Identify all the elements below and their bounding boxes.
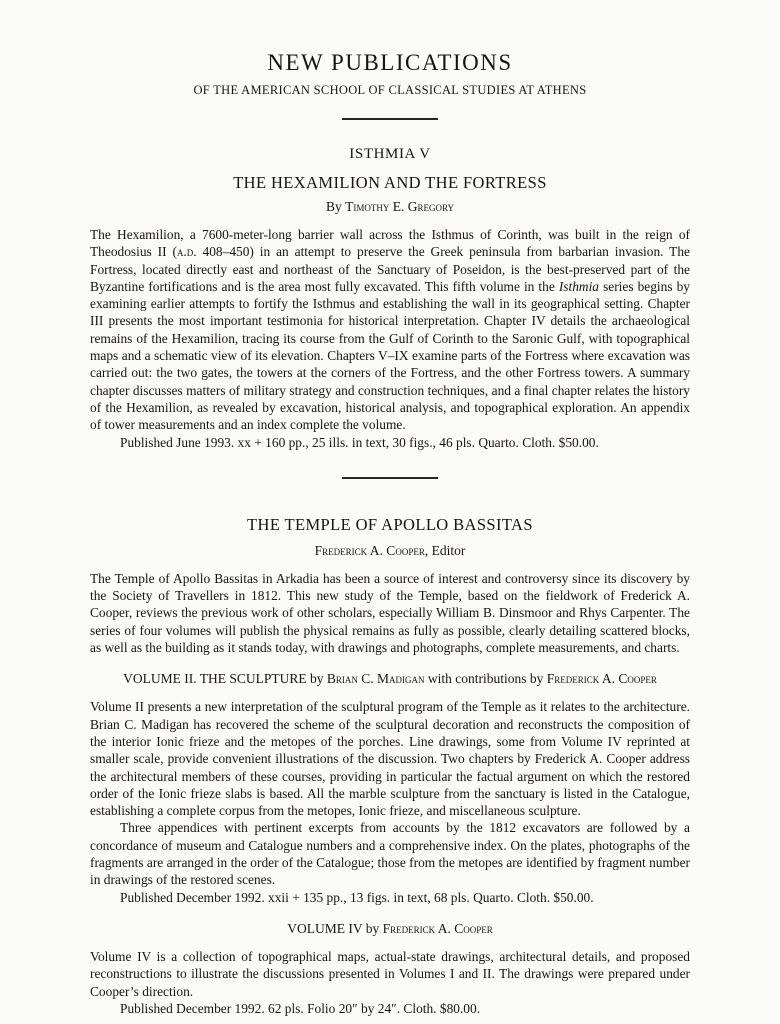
volume2-paragraph-1: Volume II presents a new interpretation of the sculptural program of the Temple as it relates to the architecture. Brian C. Madigan has recovered the scheme of the sculptural decoration and reconstructs the composition of the interior Ionic frieze and the metopes of the porches. Line drawings, some from Volume IV reprinted at smaller scale, provide convenient illustrations of the discussion. Two chapters by Frederick A. Cooper address the architectural members of these courses, providing in particular the factual argument on which the restored order of the Ionic frieze slabs is based. All the marble sculpture from the sanctuary is listed in the Catalogue, establishing a complete corpus from the metopes, Ionic frieze, and miscellaneous sculpture.: [90, 699, 690, 819]
section-divider-rule: [342, 118, 438, 120]
bassitas-book-title: THE TEMPLE OF APOLLO BASSITAS: [247, 514, 533, 534]
volume4-publication-line: Published December 1992. 62 pls. Folio 20″ by 24″. Cloth. $80.00.: [120, 1000, 481, 1016]
section-divider-rule: [342, 477, 438, 479]
page-content: [90, 0, 690, 1017]
isthmia-publication-line: Published June 1993. xx + 160 pp., 25 ills. in text, 30 figs., 46 pls. Quarto. Cloth. $50.00.: [120, 434, 599, 450]
bassitas-editor-line: Frederick A. Cooper, Editor: [314, 542, 466, 558]
volume2-heading: VOLUME II. THE SCULPTURE by Brian C. Madigan with contributions by Frederick A. Cooper: [123, 671, 657, 687]
isthmia-byline: By Timothy E. Gregory: [325, 199, 454, 214]
isthmia-book-title: THE HEXAMILION AND THE FORTRESS: [233, 173, 547, 192]
isthmia-description-paragraph: The Hexamilion, a 7600-meter-long barrier wall across the Isthmus of Corinth, was built in the reign of Theodosius II (a.d. 408–450) in an attempt to preserve the Greek peninsula from barbarian invasion. The Fortress, located directly east and northeast of the Sanctuary of Poseidon, is the best-preserved part of the Byzantine fortifications and is the area most fully excavated. This fifth volume in the Isthmia series begins by examining earlier attempts to fortify the Isthmus and establishing the wall in its geographical setting. Chapter III presents the most important testimonia for historical interpretation. Chapter IV details the archaeological remains of the Hexamilion, tracing its course from the Gulf of Corinth to the Saronic Gulf, with topographical maps and a schematic view of its elevation. Chapters V–IX examine parts of the Fortress where excavation was carried out: the two gates, the towers at the corners of the Fortress, and the other Fortress towers. A summary chapter discusses matters of military strategy and construction techniques, and a final chapter relates the history of the Hexamilion, as revealed by excavation, historical analysis, and topographical exploration. An appendix of tower measurements and an index complete the volume.: [90, 227, 691, 433]
isthmia-series-title: ISTHMIA V: [349, 146, 431, 162]
volume2-publication-line: Published December 1992. xxii + 135 pp., 13 figs. in text, 68 pls. Quarto. Cloth. $50.00.: [120, 889, 594, 905]
volume4-paragraph: Volume IV is a collection of topographical maps, actual-state drawings, architectural details, and proposed reconstructions to illustrate the discussions presented in Volumes I and II. The drawings were prepared under Cooper’s direction.: [90, 948, 690, 999]
bassitas-intro-paragraph: The Temple of Apollo Bassitas in Arkadia has been a source of interest and controversy since its discovery by the Society of Travellers in 1812. This new study of the Temple, based on the fieldwork of Frederick A. Cooper, reviews the previous work of other scholars, especially William B. Dinsmoor and Rhys Carpenter. The series of four volumes will publish the physical remains as fully as possible, clearly detailing scattered blocks, as well as the building as it stands today, with drawings and photographs, complete measurements, and charts.: [90, 570, 690, 656]
masthead-title: NEW PUBLICATIONS: [267, 50, 513, 75]
volume4-heading: VOLUME IV by Frederick A. Cooper: [287, 920, 493, 936]
masthead-subtitle: OF THE AMERICAN SCHOOL OF CLASSICAL STUDIES AT ATHENS: [193, 83, 587, 97]
volume2-paragraph-2: Three appendices with pertinent excerpts from accounts by the 1812 excavators are followed by a concordance of museum and Catalogue numbers and a comprehensive index. On the plates, photographs of the fragments are arranged in the order of the Catalogue; those from the metopes are identified by fragment number in drawings of the restored scenes.: [90, 820, 690, 888]
